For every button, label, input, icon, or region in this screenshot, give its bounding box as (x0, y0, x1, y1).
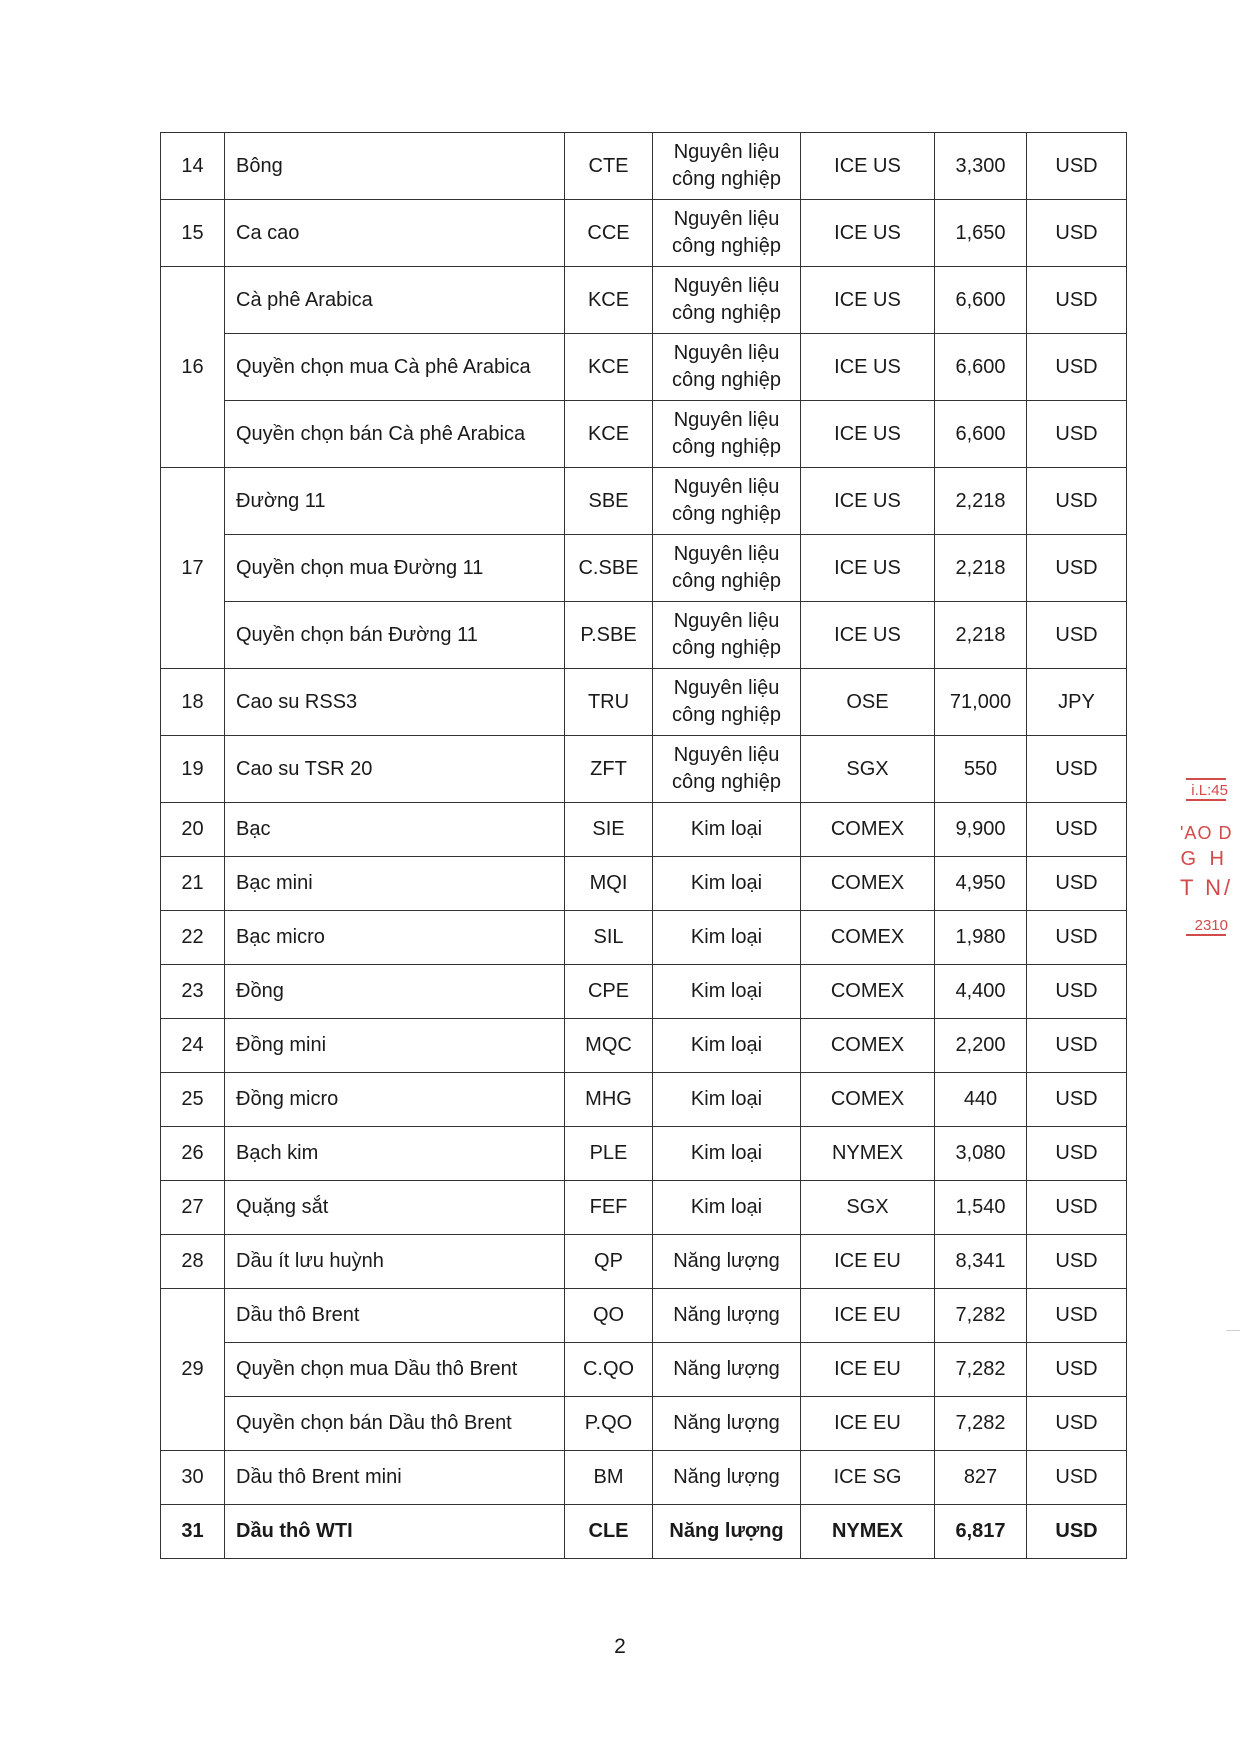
table-row (161, 1343, 1127, 1397)
product-code: MHG (565, 1073, 653, 1127)
currency: USD (1027, 1289, 1127, 1343)
margin-value: 550 (935, 736, 1027, 803)
currency: USD (1027, 1073, 1127, 1127)
exchange: COMEX (801, 857, 935, 911)
product-group: Kim loại (653, 965, 801, 1019)
red-stamp-fragment (1180, 778, 1234, 1008)
product-group: Kim loại (653, 1073, 801, 1127)
product-name: Bạc (225, 803, 565, 857)
exchange: ICE US (801, 267, 935, 334)
table-row (161, 535, 1127, 602)
row-number: 28 (161, 1235, 225, 1289)
table-row (161, 602, 1127, 669)
row-number: 20 (161, 803, 225, 857)
currency: USD (1027, 401, 1127, 468)
product-group: Năng lượng (653, 1235, 801, 1289)
product-code: C.QO (565, 1343, 653, 1397)
product-group: Năng lượng (653, 1343, 801, 1397)
product-name: Quyền chọn bán Đường 11 (225, 602, 565, 669)
currency: USD (1027, 602, 1127, 669)
currency: USD (1027, 1127, 1127, 1181)
currency: USD (1027, 267, 1127, 334)
product-name: Quyền chọn bán Dầu thô Brent (225, 1397, 565, 1451)
currency: USD (1027, 1019, 1127, 1073)
table-row (161, 1019, 1127, 1073)
product-name: Quyền chọn mua Cà phê Arabica (225, 334, 565, 401)
product-name: Đồng mini (225, 1019, 565, 1073)
exchange: COMEX (801, 965, 935, 1019)
margin-value: 440 (935, 1073, 1027, 1127)
table-row (161, 468, 1127, 535)
row-number: 25 (161, 1073, 225, 1127)
product-group: Năng lượng (653, 1505, 801, 1559)
row-number: 30 (161, 1451, 225, 1505)
stamp-text: 2310 (1194, 917, 1228, 934)
product-name: Bạc mini (225, 857, 565, 911)
currency: USD (1027, 1397, 1127, 1451)
margin-value: 3,080 (935, 1127, 1027, 1181)
margin-value: 2,200 (935, 1019, 1027, 1073)
margin-value: 7,282 (935, 1397, 1027, 1451)
currency: USD (1027, 736, 1127, 803)
exchange: NYMEX (801, 1127, 935, 1181)
row-number: 16 (161, 267, 225, 468)
product-name: Bông (225, 133, 565, 200)
margin-value: 2,218 (935, 602, 1027, 669)
margin-value: 4,950 (935, 857, 1027, 911)
table-row (161, 1073, 1127, 1127)
product-name: Đường 11 (225, 468, 565, 535)
exchange: ICE EU (801, 1235, 935, 1289)
row-number: 29 (161, 1289, 225, 1451)
stamp-rule (1186, 799, 1226, 801)
currency: USD (1027, 803, 1127, 857)
exchange: COMEX (801, 803, 935, 857)
margin-value: 8,341 (935, 1235, 1027, 1289)
stamp-rule (1186, 934, 1226, 936)
product-group: Năng lượng (653, 1289, 801, 1343)
stamp-text: 'AO D (1180, 823, 1233, 843)
table-row (161, 1235, 1127, 1289)
product-code: QP (565, 1235, 653, 1289)
margin-value: 827 (935, 1451, 1027, 1505)
product-name: Cao su RSS3 (225, 669, 565, 736)
table-row (161, 401, 1127, 468)
row-number: 15 (161, 200, 225, 267)
exchange: ICE EU (801, 1397, 935, 1451)
currency: USD (1027, 468, 1127, 535)
margin-value: 7,282 (935, 1289, 1027, 1343)
exchange: ICE US (801, 602, 935, 669)
margin-table (160, 132, 1127, 1559)
product-code: QO (565, 1289, 653, 1343)
product-code: P.QO (565, 1397, 653, 1451)
row-number: 17 (161, 468, 225, 669)
product-name: Đồng (225, 965, 565, 1019)
product-name: Quyền chọn mua Đường 11 (225, 535, 565, 602)
margin-value: 2,218 (935, 468, 1027, 535)
currency: USD (1027, 1235, 1127, 1289)
exchange: ICE US (801, 200, 935, 267)
product-code: TRU (565, 669, 653, 736)
product-name: Quặng sắt (225, 1181, 565, 1235)
margin-value: 1,540 (935, 1181, 1027, 1235)
table-row (161, 1127, 1127, 1181)
row-number: 23 (161, 965, 225, 1019)
currency: USD (1027, 133, 1127, 200)
currency: USD (1027, 965, 1127, 1019)
table-row (161, 857, 1127, 911)
product-name: Cà phê Arabica (225, 267, 565, 334)
currency: USD (1027, 857, 1127, 911)
product-code: CTE (565, 133, 653, 200)
currency: USD (1027, 1505, 1127, 1559)
table-row (161, 334, 1127, 401)
product-group: Kim loại (653, 803, 801, 857)
margin-value: 6,817 (935, 1505, 1027, 1559)
product-name: Cao su TSR 20 (225, 736, 565, 803)
exchange: ICE EU (801, 1343, 935, 1397)
stamp-text: G H (1180, 848, 1228, 870)
table-row (161, 1505, 1127, 1559)
exchange: OSE (801, 669, 935, 736)
row-number: 31 (161, 1505, 225, 1559)
table-row (161, 1289, 1127, 1343)
margin-value: 4,400 (935, 965, 1027, 1019)
product-group: Năng lượng (653, 1397, 801, 1451)
margin-value: 6,600 (935, 267, 1027, 334)
row-number: 14 (161, 133, 225, 200)
product-code: CLE (565, 1505, 653, 1559)
exchange: COMEX (801, 1019, 935, 1073)
product-name: Dầu thô Brent mini (225, 1451, 565, 1505)
product-code: BM (565, 1451, 653, 1505)
table-row (161, 267, 1127, 334)
table-row (161, 965, 1127, 1019)
product-name: Dầu ít lưu huỳnh (225, 1235, 565, 1289)
exchange: ICE US (801, 334, 935, 401)
product-group: Nguyên liệu công nghiệp (653, 736, 801, 803)
exchange: ICE US (801, 468, 935, 535)
product-name: Ca cao (225, 200, 565, 267)
product-group: Nguyên liệu công nghiệp (653, 401, 801, 468)
product-name: Quyền chọn mua Dầu thô Brent (225, 1343, 565, 1397)
product-group: Năng lượng (653, 1451, 801, 1505)
margin-value: 7,282 (935, 1343, 1027, 1397)
exchange: ICE US (801, 401, 935, 468)
row-number: 18 (161, 669, 225, 736)
currency: USD (1027, 535, 1127, 602)
product-name: Quyền chọn bán Cà phê Arabica (225, 401, 565, 468)
product-name: Đồng micro (225, 1073, 565, 1127)
stamp-text: i.L:45 (1191, 782, 1228, 799)
row-number: 21 (161, 857, 225, 911)
product-code: ZFT (565, 736, 653, 803)
product-group: Kim loại (653, 1127, 801, 1181)
product-code: FEF (565, 1181, 653, 1235)
product-code: CPE (565, 965, 653, 1019)
stamp-text: T N/ (1180, 875, 1234, 900)
margin-value: 1,980 (935, 911, 1027, 965)
product-group: Kim loại (653, 857, 801, 911)
exchange: NYMEX (801, 1505, 935, 1559)
table-row (161, 1397, 1127, 1451)
margin-mark (1226, 1330, 1240, 1331)
product-code: C.SBE (565, 535, 653, 602)
product-code: SBE (565, 468, 653, 535)
product-code: KCE (565, 267, 653, 334)
table-row (161, 1181, 1127, 1235)
exchange: ICE US (801, 133, 935, 200)
margin-value: 6,600 (935, 334, 1027, 401)
table-row (161, 133, 1127, 200)
table-row (161, 911, 1127, 965)
product-code: SIL (565, 911, 653, 965)
margin-value: 1,650 (935, 200, 1027, 267)
exchange: ICE SG (801, 1451, 935, 1505)
product-name: Dầu thô Brent (225, 1289, 565, 1343)
exchange: SGX (801, 1181, 935, 1235)
product-group: Nguyên liệu công nghiệp (653, 133, 801, 200)
product-code: SIE (565, 803, 653, 857)
row-number: 24 (161, 1019, 225, 1073)
margin-value: 71,000 (935, 669, 1027, 736)
product-group: Nguyên liệu công nghiệp (653, 334, 801, 401)
row-number: 27 (161, 1181, 225, 1235)
currency: USD (1027, 200, 1127, 267)
margin-value: 6,600 (935, 401, 1027, 468)
product-group: Kim loại (653, 1181, 801, 1235)
product-name: Dầu thô WTI (225, 1505, 565, 1559)
row-number: 22 (161, 911, 225, 965)
row-number: 19 (161, 736, 225, 803)
exchange: ICE US (801, 535, 935, 602)
table-row (161, 669, 1127, 736)
page-number: 2 (614, 1635, 626, 1658)
product-group: Nguyên liệu công nghiệp (653, 200, 801, 267)
exchange: ICE EU (801, 1289, 935, 1343)
currency: USD (1027, 334, 1127, 401)
product-group: Nguyên liệu công nghiệp (653, 669, 801, 736)
product-code: MQI (565, 857, 653, 911)
product-code: KCE (565, 334, 653, 401)
product-group: Kim loại (653, 911, 801, 965)
table-row (161, 1451, 1127, 1505)
product-name: Bạc micro (225, 911, 565, 965)
product-code: PLE (565, 1127, 653, 1181)
exchange: COMEX (801, 911, 935, 965)
row-number: 26 (161, 1127, 225, 1181)
exchange: COMEX (801, 1073, 935, 1127)
product-group: Nguyên liệu công nghiệp (653, 602, 801, 669)
table-row (161, 736, 1127, 803)
product-group: Nguyên liệu công nghiệp (653, 468, 801, 535)
product-group: Kim loại (653, 1019, 801, 1073)
currency: USD (1027, 1343, 1127, 1397)
table-row (161, 803, 1127, 857)
margin-value: 2,218 (935, 535, 1027, 602)
product-code: CCE (565, 200, 653, 267)
currency: USD (1027, 1181, 1127, 1235)
product-code: KCE (565, 401, 653, 468)
exchange: SGX (801, 736, 935, 803)
table-row (161, 200, 1127, 267)
product-code: P.SBE (565, 602, 653, 669)
currency: USD (1027, 911, 1127, 965)
product-code: MQC (565, 1019, 653, 1073)
margin-value: 3,300 (935, 133, 1027, 200)
currency: USD (1027, 1451, 1127, 1505)
currency: JPY (1027, 669, 1127, 736)
product-group: Nguyên liệu công nghiệp (653, 267, 801, 334)
stamp-rule (1186, 778, 1226, 780)
product-name: Bạch kim (225, 1127, 565, 1181)
margin-value: 9,900 (935, 803, 1027, 857)
product-group: Nguyên liệu công nghiệp (653, 535, 801, 602)
